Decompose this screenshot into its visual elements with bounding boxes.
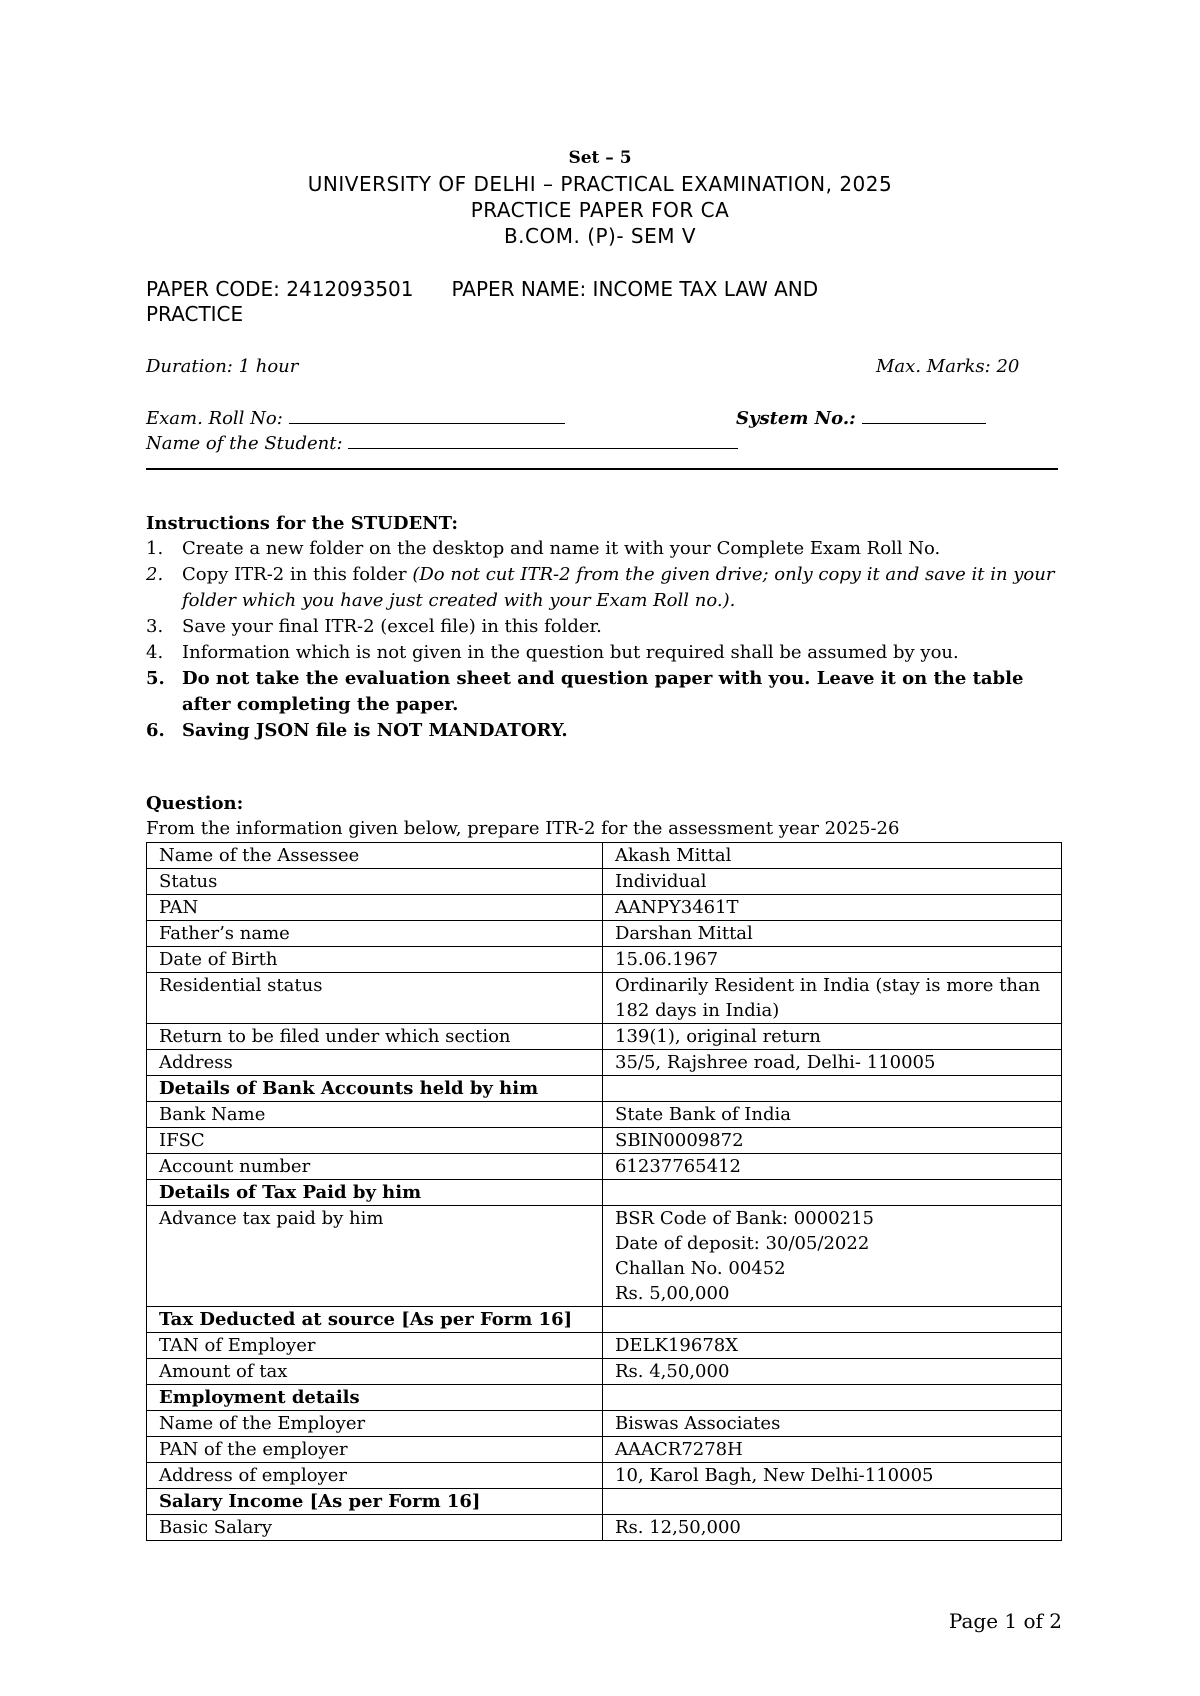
row-label: Date of Birth (147, 947, 603, 973)
row-value: 10, Karol Bagh, New Delhi-110005 (603, 1463, 1062, 1489)
row-label: Return to be filed under which section (147, 1024, 603, 1050)
section-label: Details of Tax Paid by him (147, 1180, 603, 1206)
row-value: 15.06.1967 (603, 947, 1062, 973)
question-intro: From the information given below, prepare ITR-2 for the assessment year 2025-26 (146, 818, 900, 839)
header-divider (146, 468, 1058, 470)
row-label: Address of employer (147, 1463, 603, 1489)
row-value: BSR Code of Bank: 0000215 Date of deposit: 30/05/2022 Challan No. 00452 Rs. 5,00,000 (603, 1206, 1062, 1307)
row-label: Amount of tax (147, 1359, 603, 1385)
row-label: Father’s name (147, 921, 603, 947)
row-label: TAN of Employer (147, 1333, 603, 1359)
instruction-item: 4. Information which is not given in the question but required shall be assumed by you. (146, 642, 959, 663)
table-row (147, 1206, 1062, 1307)
row-label: Residential status (147, 973, 603, 1024)
section-row (147, 1489, 1062, 1515)
row-value: 139(1), original return (603, 1024, 1062, 1050)
row-value: Ordinarily Resident in India (stay is more than 182 days in India) (603, 973, 1062, 1024)
row-value: AAACR7278H (603, 1437, 1062, 1463)
row-value: Rs. 4,50,000 (603, 1359, 1062, 1385)
row-value (603, 1307, 1062, 1333)
table-row (147, 1359, 1062, 1385)
table-row (147, 1102, 1062, 1128)
row-label: IFSC (147, 1128, 603, 1154)
page-number: Page 1 of 2 (948, 1609, 1062, 1633)
table-row (147, 1024, 1062, 1050)
table-row (147, 1128, 1062, 1154)
assessee-details-table (146, 842, 1062, 1541)
student-name-label: Name of the Student: (146, 433, 343, 454)
exam-roll-field (146, 407, 565, 429)
section-row (147, 1385, 1062, 1411)
duration: Duration: 1 hour (146, 356, 299, 377)
row-value: Darshan Mittal (603, 921, 1062, 947)
student-name-field (146, 432, 738, 454)
row-value (603, 1489, 1062, 1515)
table-row (147, 1333, 1062, 1359)
table-row (147, 869, 1062, 895)
table-row (147, 921, 1062, 947)
instruction-item: 5. Do not take the evaluation sheet and question paper with you. Leave it on the table after completing the paper. (146, 668, 1024, 715)
instruction-item: 3. Save your final ITR-2 (excel file) in this folder. (146, 616, 602, 637)
table-row (147, 1437, 1062, 1463)
row-value: State Bank of India (603, 1102, 1062, 1128)
row-value: 35/5, Rajshree road, Delhi- 110005 (603, 1050, 1062, 1076)
system-no-blank (862, 407, 986, 424)
section-label: Details of Bank Accounts held by him (147, 1076, 603, 1102)
instruction-item: 1. Create a new folder on the desktop and name it with your Complete Exam Roll No. (146, 538, 941, 559)
table-row (147, 1463, 1062, 1489)
student-name-blank (348, 432, 738, 449)
row-label: Bank Name (147, 1102, 603, 1128)
table-row (147, 947, 1062, 973)
section-row (147, 1307, 1062, 1333)
exam-roll-label: Exam. Roll No: (146, 408, 283, 429)
section-label: Tax Deducted at source [As per Form 16] (147, 1307, 603, 1333)
table-row (147, 843, 1062, 869)
table-row (147, 1411, 1062, 1437)
row-label: Name of the Assessee (147, 843, 603, 869)
paper-code: PAPER CODE: 2412093501 (146, 277, 414, 301)
instructions-heading: Instructions for the STUDENT: (146, 513, 459, 534)
row-label: Status (147, 869, 603, 895)
paper-purpose: PRACTICE PAPER FOR CA (470, 198, 730, 222)
max-marks: Max. Marks: 20 (876, 356, 1020, 377)
row-value: Biswas Associates (603, 1411, 1062, 1437)
table-row (147, 973, 1062, 1024)
paper-code-line (146, 277, 818, 301)
section-row (147, 1180, 1062, 1206)
row-value (603, 1076, 1062, 1102)
question-heading: Question: (146, 793, 244, 814)
instructions-list (146, 536, 1061, 744)
paper-name: PAPER NAME: INCOME TAX LAW AND (451, 277, 819, 301)
row-label: Name of the Employer (147, 1411, 603, 1437)
table-row (147, 895, 1062, 921)
section-row (147, 1076, 1062, 1102)
row-value: AANPY3461T (603, 895, 1062, 921)
course-line: B.COM. (P)- SEM V (503, 224, 697, 248)
system-no-label: System No.: (736, 408, 856, 429)
instruction-item: 6. Saving JSON file is NOT MANDATORY. (146, 720, 568, 741)
exam-roll-blank (289, 407, 565, 424)
section-label: Employment details (147, 1385, 603, 1411)
row-value: Akash Mittal (603, 843, 1062, 869)
table-row (147, 1050, 1062, 1076)
row-value: Rs. 12,50,000 (603, 1515, 1062, 1541)
instruction-item: 2. Copy ITR-2 in this folder (Do not cut ITR-2 from the given drive; only copy it and save it in your folder which you have just created with your Exam Roll no.). (146, 564, 1055, 611)
row-value: Individual (603, 869, 1062, 895)
section-label: Salary Income [As per Form 16] (147, 1489, 603, 1515)
university-title: UNIVERSITY OF DELHI – PRACTICAL EXAMINATION, 2025 (307, 172, 893, 196)
set-label: Set – 5 (568, 148, 632, 168)
system-no-field (736, 407, 986, 429)
row-value (603, 1385, 1062, 1411)
row-value: DELK19678X (603, 1333, 1062, 1359)
row-value: SBIN0009872 (603, 1128, 1062, 1154)
row-label: PAN of the employer (147, 1437, 603, 1463)
table-row (147, 1154, 1062, 1180)
row-label: Account number (147, 1154, 603, 1180)
row-label: Basic Salary (147, 1515, 603, 1541)
row-label: PAN (147, 895, 603, 921)
paper-name-continued: PRACTICE (146, 302, 244, 326)
row-value (603, 1180, 1062, 1206)
row-label: Address (147, 1050, 603, 1076)
row-value: 61237765412 (603, 1154, 1062, 1180)
table-row (147, 1515, 1062, 1541)
row-label: Advance tax paid by him (147, 1206, 603, 1307)
